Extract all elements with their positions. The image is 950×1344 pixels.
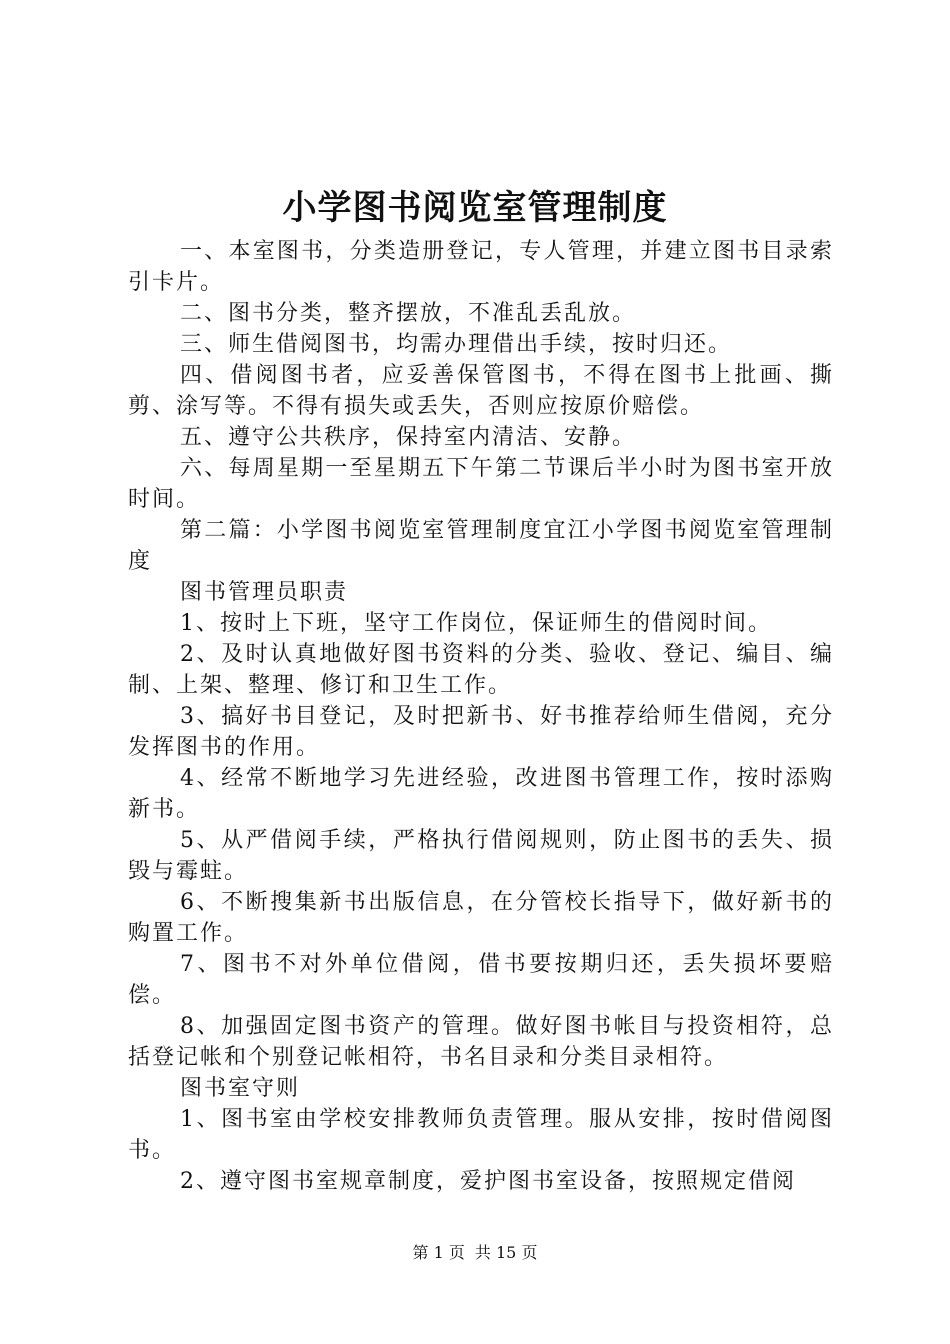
paragraph: 4、经常不断地学习先进经验，改进图书管理工作，按时添购新书。 xyxy=(128,766,834,822)
paragraph: 三、师生借阅图书，均需办理借出手续，按时归还。 xyxy=(180,332,733,357)
page-number: 第 1 页 xyxy=(412,1243,465,1262)
paragraph: 8、加强固定图书资产的管理。做好图书帐目与投资相符，总括登记帐和个别登记帐相符，书名目录和分类目录相符。 xyxy=(128,1014,834,1070)
paragraph: 6、不断搜集新书出版信息，在分管校长指导下，做好新书的购置工作。 xyxy=(128,890,834,946)
paragraph: 1、图书室由学校安排教师负责管理。服从安排，按时借阅图书。 xyxy=(128,1107,834,1163)
paragraph: 1、按时上下班，坚守工作岗位，保证师生的借阅时间。 xyxy=(180,611,772,636)
document-title: 小学图书阅览室管理制度 xyxy=(282,188,668,228)
section-heading: 图书管理员职责 xyxy=(180,580,349,605)
paragraph: 六、每周星期一至星期五下午第二节课后半小时为图书室开放时间。 xyxy=(128,456,834,512)
paragraph: 2、及时认真地做好图书资料的分类、验收、登记、编目、编制、上架、整理、修订和卫生工作。 xyxy=(128,642,834,698)
page-total: 共 15 页 xyxy=(474,1243,538,1262)
paragraph: 四、借阅图书者，应妥善保管图书，不得在图书上批画、撕剪、涂写等。不得有损失或丢失，否则应按原价赔偿。 xyxy=(128,363,834,419)
document-body xyxy=(128,236,834,1197)
paragraph: 5、从严借阅手续，严格执行借阅规则，防止图书的丢失、损毁与霉蛀。 xyxy=(128,828,834,884)
paragraph: 五、遵守公共秩序，保持室内清洁、安静。 xyxy=(180,425,637,450)
paragraph: 2、遵守图书室规章制度，爱护图书室设备，按照规定借阅 xyxy=(180,1169,796,1194)
paragraph: 一、本室图书，分类造册登记，专人管理，并建立图书目录索引卡片。 xyxy=(128,239,834,295)
paragraph: 7、图书不对外单位借阅，借书要按期归还，丢失损坏要赔偿。 xyxy=(128,952,834,1008)
section-heading: 第二篇：小学图书阅览室管理制度宜江小学图书阅览室管理制度 xyxy=(128,518,834,574)
paragraph: 3、搞好书目登记，及时把新书、好书推荐给师生借阅，充分发挥图书的作用。 xyxy=(128,704,834,760)
page-footer xyxy=(0,1242,950,1264)
paragraph: 二、图书分类，整齐摆放，不准乱丢乱放。 xyxy=(180,301,637,326)
section-heading: 图书室守则 xyxy=(180,1076,301,1101)
